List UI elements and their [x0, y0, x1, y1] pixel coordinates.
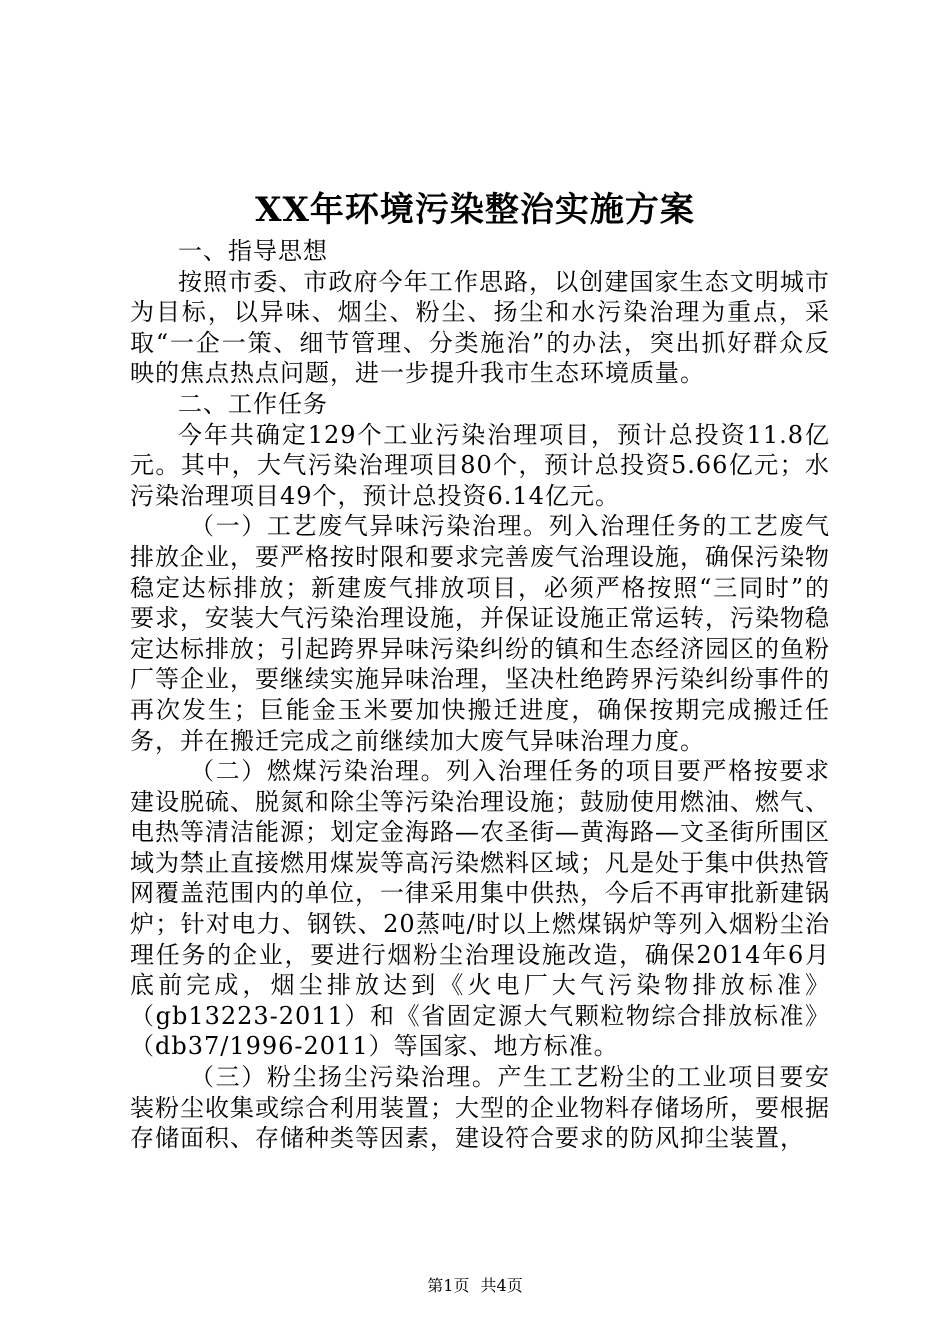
document-body	[130, 236, 830, 1154]
document-title: XX年环境污染整治实施方案	[255, 190, 695, 230]
paragraph: 今年共确定129个工业污染治理项目，预计总投资11.8亿元。其中，大气污染治理项目80个，预计总投资5.66亿元；水污染治理项目49个，预计总投资6.14亿元。	[130, 420, 830, 510]
page-footer	[0, 1275, 950, 1297]
page-number: 第1页	[427, 1276, 470, 1295]
subsection-paragraph: （三）粉尘扬尘污染治理。产生工艺粉尘的工业项目要安装粉尘收集或综合利用装置；大型的企业物料存储场所，要根据存储面积、存储种类等因素，建设符合要求的防风抑尘装置，	[130, 1063, 830, 1153]
section-heading: 一、指导思想	[178, 237, 328, 265]
subsection-paragraph: （二）燃煤污染治理。列入治理任务的项目要严格按要求建设脱硫、脱氮和除尘等污染治理设施；鼓励使用燃油、燃气、电热等清洁能源；划定金海路—农圣街—黄海路—文圣街所围区域为禁止直接燃用煤炭等高污染燃料区域；凡是处于集中供热管网覆盖范围内的单位，一律采用集中供热，今后不再审批新建锅炉；针对电力、钢铁、20蒸吨/时以上燃煤锅炉等列入烟粉尘治理任务的企业，要进行烟粉尘治理设施改造，确保2014年6月底前完成，烟尘排放达到《火电厂大气污染物排放标准》（gb13223-2011）和《省固定源大气颗粒物综合排放标准》（db37/1996-2011）等国家、地方标准。	[130, 757, 830, 1061]
section-heading: 二、工作任务	[178, 389, 328, 418]
page-total: 共4页	[480, 1276, 523, 1295]
paragraph: 按照市委、市政府今年工作思路，以创建国家生态文明城市为目标，以异味、烟尘、粉尘、扬尘和水污染治理为重点，采取“一企一策、细节管理、分类施治”的办法，突出抓好群众反映的焦点热点问题，进一步提升我市生态环境质量。	[130, 267, 830, 388]
subsection-paragraph: （一）工艺废气异味污染治理。列入治理任务的工艺废气排放企业，要严格按时限和要求完善废气治理设施，确保污染物稳定达标排放；新建废气排放项目，必须严格按照“三同时”的要求，安装大气污染治理设施，并保证设施正常运转，污染物稳定达标排放；引起跨界异味污染纠纷的镇和生态经济园区的鱼粉厂等企业，要继续实施异味治理，坚决杜绝跨界污染纠纷事件的再次发生；巨能金玉米要加快搬迁进度，确保按期完成搬迁任务，并在搬迁完成之前继续加大废气异味治理力度。	[130, 512, 830, 755]
